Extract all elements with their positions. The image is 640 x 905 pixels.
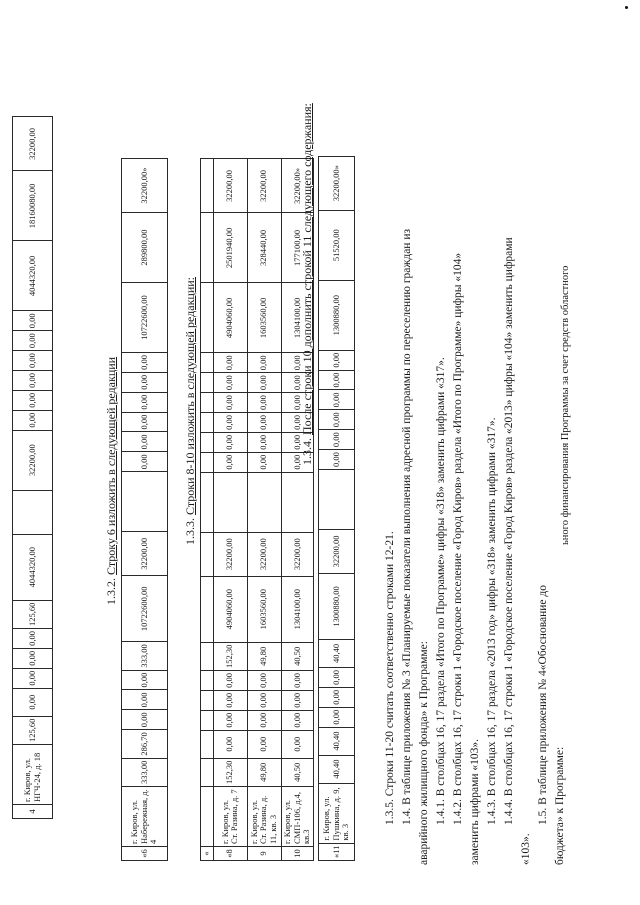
value-cell: 0,00 <box>122 690 168 710</box>
heading-1-3-2 <box>104 357 119 605</box>
para-1-4-1: 1.4.1. В столбцах 16, 17 раздела «Итого по Программе» цифры «318» заменить цифрами «317». <box>435 357 447 825</box>
address-cell: г. Киров, ул. НГЧ-24, д. 18 <box>13 745 53 805</box>
value-cell: 125,60 <box>13 716 53 744</box>
value-cell: 0,00 <box>319 390 355 410</box>
value-cell: 4044320,00 <box>13 241 53 311</box>
value-cell: 32200,00 <box>247 532 281 576</box>
value-cell: 0,00 <box>281 373 313 393</box>
value-cell: 40,40 <box>319 639 355 667</box>
value-cell: 0,00 <box>213 690 247 710</box>
value-cell: 0,00 <box>213 413 247 433</box>
value-cell: 0,00 <box>319 430 355 450</box>
value-cell: 289800,00 <box>122 213 168 283</box>
address-cell: г. Киров, ул. Пушкина, д. 9, кв. 3 <box>319 783 355 843</box>
value-cell <box>201 642 214 670</box>
value-cell: 0,00 <box>319 350 355 370</box>
value-cell: 1300880,00 <box>319 280 355 350</box>
table-row <box>13 117 53 819</box>
value-cell: 32200,00» <box>281 159 313 213</box>
value-cell: 0,00 <box>13 311 53 331</box>
value-cell <box>201 413 214 433</box>
para-1-3-5: 1.3.5. Строки 11-20 считать соответственно строками 12-21. <box>384 531 396 825</box>
value-cell: 10722600,00 <box>122 283 168 353</box>
value-cell: 0,00 <box>247 690 281 710</box>
para-1-5-cont: бюджета» к Программе: <box>554 746 566 865</box>
value-cell <box>122 472 168 532</box>
value-cell: 32200,00 <box>122 532 168 576</box>
table-row <box>201 159 214 861</box>
value-cell: 0,00 <box>213 432 247 452</box>
value-cell: 0,00 <box>281 452 313 472</box>
value-cell: 0,00 <box>281 730 313 758</box>
value-cell: 0,00 <box>13 629 53 649</box>
heading-1-3-4-text: После строки 10 дополнить строкой 11 следующего содержания: <box>300 103 314 435</box>
value-cell: 0,00 <box>281 710 313 730</box>
value-cell: 0,00 <box>13 351 53 371</box>
value-cell: 40,40 <box>319 727 355 755</box>
value-cell: 0,00 <box>213 353 247 373</box>
value-cell: 0,00 <box>13 390 53 410</box>
value-cell: 0,00 <box>13 668 53 688</box>
value-cell <box>201 710 214 730</box>
value-cell: 0,00 <box>247 393 281 413</box>
value-cell: 0,00 <box>213 393 247 413</box>
value-cell <box>13 490 53 534</box>
value-cell: 152,30 <box>213 758 247 786</box>
value-cell: 152,30 <box>213 642 247 670</box>
address-cell <box>201 787 214 847</box>
value-cell <box>201 576 214 642</box>
value-cell: 0,00 <box>122 670 168 690</box>
value-cell: 32200,00 <box>13 117 53 171</box>
value-cell: 0,00 <box>13 410 53 430</box>
address-cell: г. Киров, ул. СМП-106, д.4, кв.3 <box>281 787 313 847</box>
value-cell: 0,00 <box>281 353 313 373</box>
table-row-11-block <box>318 156 355 861</box>
row-number-cell: 4 <box>13 805 53 819</box>
table-row <box>319 156 355 860</box>
value-cell <box>201 452 214 472</box>
value-cell: 0,00 <box>319 707 355 727</box>
para-1-4-2: 1.4.2. В столбцах 16, 17 строки 1 «Городское поселение «Город Киров» раздела «Итого по Программе» цифры «104» <box>452 252 464 825</box>
row-number-cell: « <box>201 847 214 861</box>
value-cell: 0,00 <box>122 432 168 452</box>
value-cell <box>201 532 214 576</box>
value-cell: 0,00 <box>247 671 281 691</box>
value-cell: 0,00 <box>281 393 313 413</box>
value-cell: 1603560,00 <box>247 576 281 642</box>
value-cell: 286,70 <box>122 730 168 758</box>
value-cell: 40,40 <box>319 755 355 783</box>
value-cell: 0,00 <box>213 373 247 393</box>
value-cell: 40,50 <box>281 642 313 670</box>
value-cell: 0,00 <box>319 410 355 430</box>
value-cell: 0,00 <box>281 690 313 710</box>
value-cell: 4044320,00 <box>13 534 53 600</box>
row-number-cell: «11 <box>319 843 355 860</box>
value-cell: 1300880,00 <box>319 573 355 639</box>
value-cell: 10722600,00 <box>122 576 168 642</box>
heading-1-3-4 <box>300 103 315 465</box>
value-cell: 32200,00 <box>319 529 355 573</box>
value-cell: 0,00 <box>281 413 313 433</box>
value-cell: 0,00 <box>247 432 281 452</box>
value-cell: 40,50 <box>281 758 313 786</box>
value-cell: 0,00 <box>247 373 281 393</box>
heading-1-3-3-number: 1.3.3. <box>183 515 197 545</box>
value-cell: 0,00 <box>247 710 281 730</box>
value-cell: 1304100,00 <box>281 576 313 642</box>
value-cell: 0,00 <box>122 372 168 392</box>
value-cell: 0,00 <box>13 371 53 391</box>
para-1-5: 1.5. В таблице приложения № 4«Обоснование до <box>537 585 549 825</box>
para-1-4-3: 1.4.3. В столбцах 16, 17 раздела «2013 год» цифры «318» заменить цифрами «317». <box>486 417 498 825</box>
table-row <box>122 159 168 861</box>
value-cell: 0,00 <box>213 730 247 758</box>
value-cell: 32200,00 <box>281 532 313 576</box>
para-1-4: 1.4. В таблице приложения № 3 «Планируемые показатели выполнения адресной программы по переселению граждан из <box>401 228 413 825</box>
value-cell: 0,00 <box>13 648 53 668</box>
value-cell: 32200,00 <box>13 430 53 490</box>
value-cell <box>201 432 214 452</box>
side-fragment: ьного финансирования Программы за счет средств областного <box>560 265 571 545</box>
value-cell <box>201 353 214 373</box>
value-cell: 125,60 <box>13 600 53 628</box>
value-cell: 0,00 <box>122 452 168 472</box>
value-cell <box>247 472 281 532</box>
value-cell <box>201 472 214 532</box>
value-cell: 0,00 <box>13 688 53 716</box>
heading-1-3-2-text: Строку 6 изложить в следующей редакции <box>104 356 118 575</box>
value-cell: 0,00 <box>13 331 53 351</box>
value-cell: 0,00 <box>247 452 281 472</box>
para-1-4-4: 1.4.4. В столбцах 16, 17 строки 1 «Городское поселение «Город Киров» раздела «2013» цифры «104» заменить цифрами <box>503 237 515 825</box>
value-cell: 32200,00 <box>213 159 247 213</box>
value-cell: 1603560,00 <box>247 283 281 353</box>
value-cell <box>201 159 214 213</box>
heading-1-3-3-text: Строки 8-10 изложить в следующей редакции: <box>183 276 197 515</box>
value-cell: 333,00 <box>122 758 168 786</box>
row-number-cell: 10 <box>281 847 313 861</box>
table-rows-8-10-block <box>200 158 314 861</box>
value-cell: 32200,00» <box>319 156 355 210</box>
value-cell: 0,00 <box>213 710 247 730</box>
value-cell: 18160080,00 <box>13 171 53 241</box>
value-cell: 177100,00 <box>281 213 313 283</box>
value-cell: 0,00 <box>247 413 281 433</box>
value-cell <box>201 393 214 413</box>
table-row-11 <box>318 156 355 861</box>
value-cell: 0,00 <box>122 392 168 412</box>
value-cell <box>213 472 247 532</box>
value-cell <box>201 690 214 710</box>
value-cell: 0,00 <box>247 730 281 758</box>
value-cell: 0,00 <box>122 412 168 432</box>
heading-1-3-3 <box>183 277 198 545</box>
value-cell: 49,80 <box>247 758 281 786</box>
value-cell: 0,00 <box>281 432 313 452</box>
table-row <box>247 159 281 861</box>
value-cell: 0,00 <box>319 370 355 390</box>
table-row-6-block <box>121 158 168 861</box>
para-1-4-2-cont: заменить цифрами «103». <box>469 738 481 865</box>
value-cell <box>281 472 313 532</box>
value-cell: 1304100,00 <box>281 283 313 353</box>
address-cell: г. Киров, ул. Набережная, д. 4 <box>122 787 168 847</box>
value-cell: 0,00 <box>213 671 247 691</box>
table-row-6 <box>121 158 168 861</box>
value-cell: 4904060,00 <box>213 283 247 353</box>
value-cell: 32200,00 <box>247 159 281 213</box>
value-cell: 0,00 <box>281 671 313 691</box>
value-cell: 333,00 <box>122 642 168 670</box>
row-number-cell: 9 <box>247 847 281 861</box>
heading-1-3-4-number: 1.3.4. <box>300 435 314 465</box>
address-cell: г. Киров, ул. Ст. Разина, д. 11, кв. 3 <box>247 787 281 847</box>
speck-dot <box>625 6 628 9</box>
para-1-4-4-cont: «103». <box>520 833 532 865</box>
value-cell: 0,00 <box>122 710 168 730</box>
value-cell: 0,00 <box>247 353 281 373</box>
value-cell <box>201 283 214 353</box>
value-cell: 0,00 <box>122 353 168 373</box>
value-cell <box>201 758 214 786</box>
value-cell: 0,00 <box>319 687 355 707</box>
table-row-4 <box>12 116 53 819</box>
value-cell: 0,00 <box>319 667 355 687</box>
value-cell: 51520,00 <box>319 210 355 280</box>
value-cell <box>201 373 214 393</box>
value-cell: 32200,00 <box>213 532 247 576</box>
table-rows-8-10 <box>200 158 314 861</box>
table-row-4-block <box>12 116 53 819</box>
value-cell: 2501940,00 <box>213 213 247 283</box>
table-row <box>213 159 247 861</box>
value-cell <box>319 469 355 529</box>
value-cell: 4904060,00 <box>213 576 247 642</box>
row-number-cell: «8 <box>213 847 247 861</box>
value-cell: 32200,00» <box>122 159 168 213</box>
value-cell <box>201 671 214 691</box>
row-number-cell: «6 <box>122 847 168 861</box>
heading-1-3-2-number: 1.3.2. <box>104 575 118 605</box>
value-cell: 49,80 <box>247 642 281 670</box>
value-cell <box>201 213 214 283</box>
value-cell: 328440,00 <box>247 213 281 283</box>
address-cell: г. Киров, ул. Ст. Разина, д. 7 <box>213 787 247 847</box>
value-cell <box>201 730 214 758</box>
value-cell: 0,00 <box>213 452 247 472</box>
para-1-4-cont: аварийного жилищного фонда» к Программе: <box>418 641 430 865</box>
value-cell: 0,00 <box>319 450 355 470</box>
